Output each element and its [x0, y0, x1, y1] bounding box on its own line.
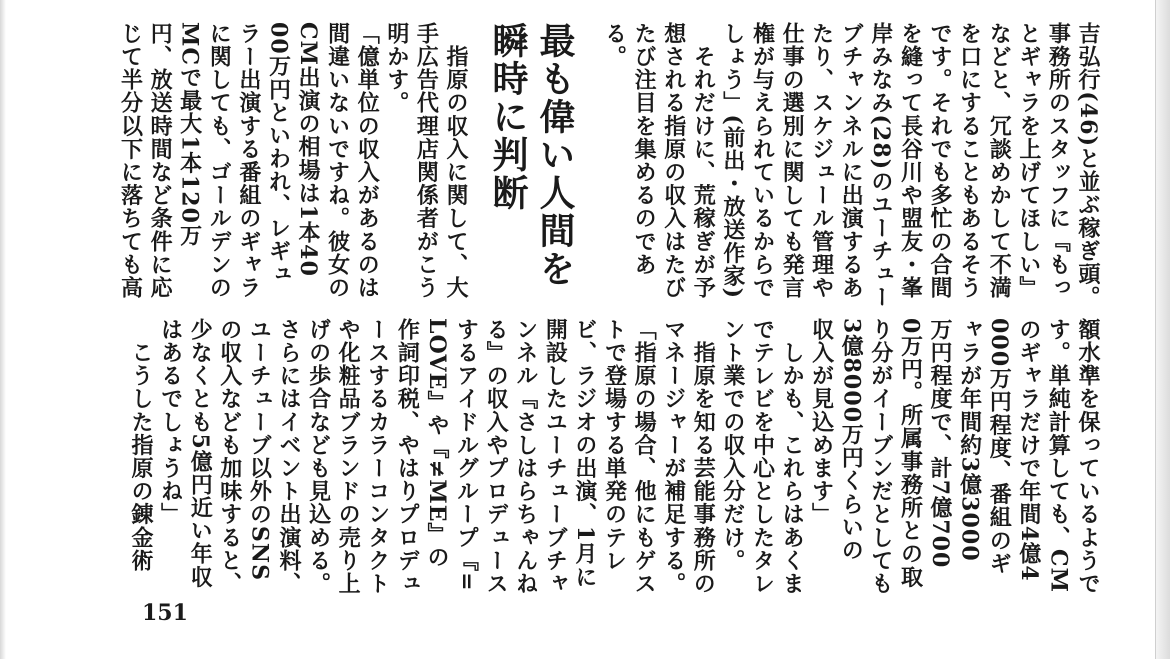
- page-edge: [1155, 0, 1170, 659]
- section-heading: 最も偉い人間を 瞬時に判断: [487, 22, 575, 288]
- upper-right-text-block: 吉弘行(46)と並ぶ稼ぎ頭。 事務所のスタッフに『もっ とギャラを上げてほしい』 などと、冗談めかして不満 を口にすることもあるそう です。それでも多忙の合間 を縫って長谷川や盟友・峯 岸みなみ(28)のユーチュー ブチャンネルに出演するあ たり、スケジュール管理や 仕事の選別に関しても発言 権が与えられているからで しょう」(前出・放送作家) それだけに、荒稼ぎが予 想される指原の収入はたび たび注目を集めるのであ る。: [601, 22, 1101, 309]
- lower-text-block: 額水準を保っているようで す。単純計算しても、CM のギャラだけで年間4億4 000万円程度、番組のギ ャラが年間約3億3000 万円程度で、計7億700 0万円。所属事務所との取 り分がイーブンだとしても 3億8000万円くらいの 収入が見込めます」 しかも、これらはあくま でテレビを中心としたタレ ント業での収入分だけ。 指原を知る芸能事務所の マネージャーが補足する。 「指原の場合、他にもゲス トで登場する単発のテレ ビ、ラジオの出演、1月に 開設したユーチューブチャ ンネル『さしはらちゃんね る』の収入やプロデュース するアイドルグループ『= LOVE』や『≠ME』の 作詞印税、やはりプロデュ ースするカラーコンタクト や化粧品ブランドの売り上 げの歩合なども見込める。 さらにはイベント出演料、 ユーチューブ以外のSNS の収入なども加味すると、 少なくとも5億円近い年収 はあるでしょうね」 こうした指原の錬金術: [128, 318, 1101, 596]
- upper-left-text-block: 指原の収入に関して、大 手広告代理店関係者がこう 明かす。 「億単位の収入があるのは 間違いないですね。彼女の CM出演の相場は1本40 00万円といわれ、レギュ ラー出演する番組のギャラ に関しても、ゴールデンの MCで最大1本120万 円、放送時間など条件に応 じて半分以下に落ちても高: [117, 22, 469, 300]
- page-number: 151: [142, 600, 188, 626]
